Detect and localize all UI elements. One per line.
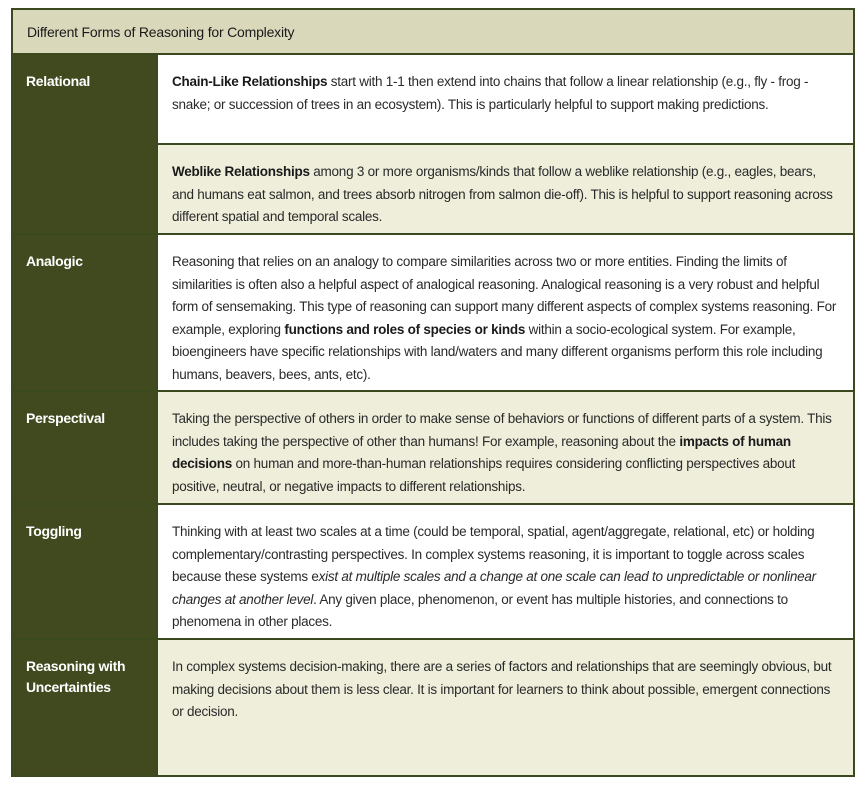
row-label: Analogic [13,235,158,390]
cell-text: Reasoning that relies on an analogy to compare similarities across two or more entities. Finding the limits of similarities is often also a helpful aspect of analogical reasoning. Analogical reasoning is a very robust and helpful form of sensemaking. This type of reasoning can support many different aspects of complex systems reasoning. For example, exploring [172,254,837,337]
row-uncertainties [13,640,853,775]
row-cells [158,55,853,233]
cell-text: on human and more-than-human relationships requires considering conflicting perspectives about positive, neutral, or negative impacts to different relationships. [172,456,796,494]
table-title: Different Forms of Reasoning for Complexity [13,10,853,55]
cell-chain-like [158,55,853,143]
row-cells [158,392,853,503]
cell-analogic [158,235,853,390]
row-label: Reasoning with Uncertainties [13,640,158,775]
term: functions and roles of species or kinds [284,321,526,337]
row-cells [158,505,853,638]
cell-weblike [158,143,853,233]
row-label: Toggling [13,505,158,638]
term: Weblike Relationships [172,164,310,179]
row-cells [158,235,853,390]
cell-text: Taking the perspective of others in order to make sense of behaviors or functions of different parts of a system. This includes taking the perspective of other than humans! For example, reasoning about the [172,411,832,449]
cell-uncertainties: In complex systems decision-making, there are a series of factors and relationships that are seemingly obvious, but making decisions about them is less clear. It is important for learners to think about possible, emergent connections or decision. [158,640,853,775]
cell-text: Thinking with at least two scales at a time (could be temporal, spatial, agent/aggregate, relational, etc) or holding complementary/contrasting perspectives. In complex systems reasoning, it is important to toggle across scales because these systems e [172,524,815,584]
row-cells [158,640,853,775]
row-perspectival [13,392,853,505]
row-relational [13,55,853,235]
term: impacts of human decisions [172,433,791,471]
term: Chain-Like Relationships [172,74,328,89]
row-label: Relational [13,55,158,233]
emphasis: xist at multiple scales and a change at one scale can lead to unpredictable or nonlinear changes at another level [172,569,816,607]
cell-toggling [158,505,853,638]
cell-text: . Any given place, phenomenon, or event has multiple histories, and connections to phenomena in other places. [172,591,788,629]
reasoning-table [11,8,855,777]
cell-text: within a socio-ecological system. For example, bioengineers have specific relationships with land/waters and many different organisms perform this role including humans, beavers, bees, ants, etc). [172,321,823,382]
row-analogic [13,235,853,392]
row-label: Perspectival [13,392,158,503]
cell-text: start with 1-1 then extend into chains that follow a linear relationship (e.g., fly - frog - snake; or succession of trees in an ecosystem). This is particularly helpful to support making predictions. [172,74,809,112]
row-toggling [13,505,853,640]
cell-text: among 3 or more organisms/kinds that follow a weblike relationship (e.g., eagles, bears, and humans eat salmon, and trees absorb nitrogen from salmon die-off). This is helpful to support reasoning across different spatial and temporal scales. [172,164,833,224]
cell-perspectival [158,392,853,503]
